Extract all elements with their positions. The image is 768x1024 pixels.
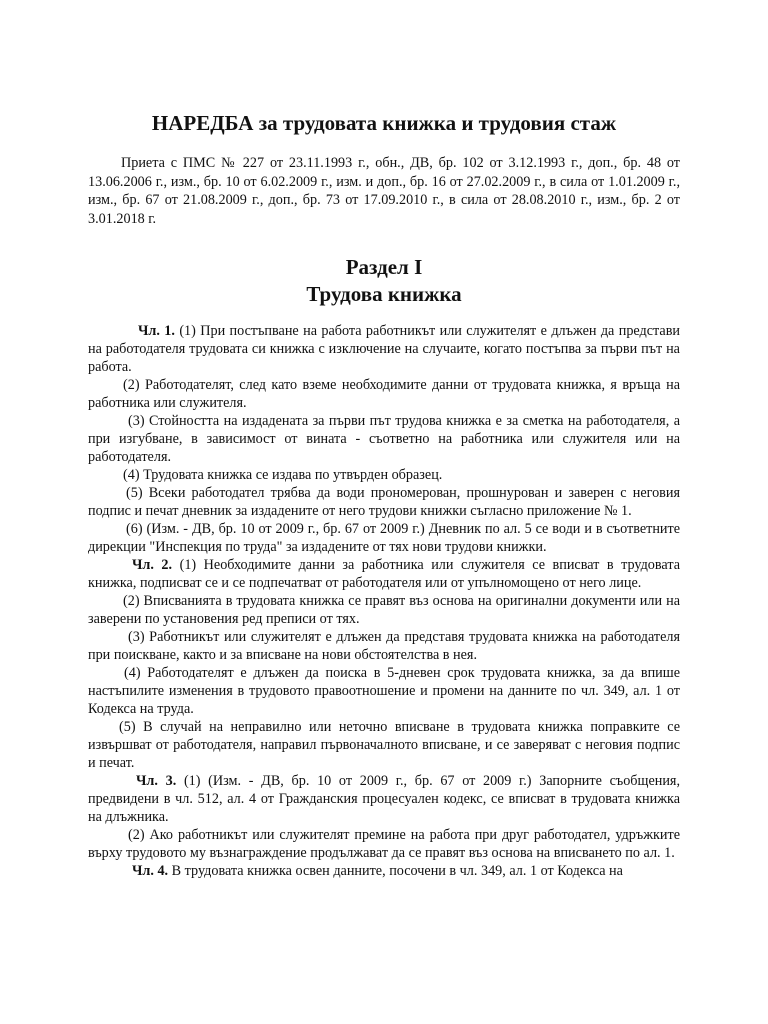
paragraph-text: (1) (Изм. - ДВ, бр. 10 от 2009 г., бр. 67 от 2009 г.) Запорните съобщения, предвидени в чл. 512, ал. 4 от Гражданския процесуален кодекс, се вписват в трудовата книжка на длъжника.: [88, 773, 680, 825]
paragraph: [88, 592, 680, 628]
paragraph-text: (2) Ако работникът или служителят премине на работа при друг работодател, удръжките върху трудовото му възнаграждение продължават да се правят въз основа на вписването по ал. 1.: [88, 827, 680, 861]
section-title: Трудова книжка: [306, 282, 462, 306]
paragraph: [88, 718, 680, 772]
document-title: НАРЕДБА за трудовата книжка и трудовия стаж: [151, 111, 617, 135]
paragraph-text: (1) При постъпване на работа работникът или служителят е длъжен да представи на работодателя трудовата си книжка с изключение на случаите, когато постъпва за първи път на работа.: [88, 323, 680, 375]
paragraph-text: (5) Всеки работодател трябва да води прономерован, прошнурован и заверен с неговия подпис и печат дневник за издадените от него трудови книжки съгласно приложение № 1.: [88, 485, 680, 519]
paragraph: [88, 376, 680, 412]
section-heading: [88, 254, 680, 308]
article-label: Чл. 1.: [138, 323, 175, 339]
section-number: Раздел I: [345, 255, 423, 279]
articles-body: [88, 322, 680, 880]
paragraph-text: (3) Работникът или служителят е длъжен да представя трудовата книжка на работодателя при поискване, както и за вписване на нови обстоятелства в нея.: [88, 629, 680, 663]
paragraph: [88, 322, 680, 376]
paragraph: [88, 826, 680, 862]
paragraph: [88, 862, 680, 880]
paragraph: [88, 520, 680, 556]
paragraph-text: (6) (Изм. - ДВ, бр. 10 от 2009 г., бр. 67 от 2009 г.) Дневник по ал. 5 се води и в съответните дирекции "Инспекция по труда" за издадените от тях нови трудови книжки.: [88, 521, 680, 555]
paragraph: [88, 556, 680, 592]
article-label: Чл. 3.: [136, 773, 177, 789]
paragraph-text: (3) Стойността на издадената за първи път трудова книжка е за сметка на работодателя, а при изгубване, в зависимост от вината - съответно на работника или служителя или на работодателя.: [88, 413, 680, 465]
paragraph: [88, 628, 680, 664]
paragraph: [88, 664, 680, 718]
paragraph-text: (4) Трудовата книжка се издава по утвърден образец.: [123, 467, 443, 483]
paragraph: [88, 484, 680, 520]
adoption-note: Приета с ПМС № 227 от 23.11.1993 г., обн., ДВ, бр. 102 от 3.12.1993 г., доп., бр. 48 от 13.06.2006 г., изм., бр. 10 от 6.02.2009 г., изм. и доп., бр. 16 от 27.02.2009 г., в сила от 1.01.2009 г., изм., бр. 67 от 21.08.2009 г., доп., бр. 73 от 17.09.2010 г., в сила от 28.08.2010 г., изм., бр. 2 от 3.01.2018 г.: [88, 155, 680, 227]
article-label: Чл. 4.: [132, 863, 169, 879]
paragraph-text: (2) Работодателят, след като вземе необходимите данни от трудовата книжка, я връща на работника или служителя.: [88, 377, 680, 411]
article-label: Чл. 2.: [132, 557, 173, 573]
paragraph: [88, 412, 680, 466]
paragraph-text: (4) Работодателят е длъжен да поиска в 5-дневен срок трудовата книжка, за да впише настъпилите изменения в трудовото правоотношение и промени на данните по чл. 349, ал. 1 от Кодекса на труда.: [88, 665, 680, 717]
paragraph-text: (1) Необходимите данни за работника или служителя се вписват в трудовата книжка, подписват се и се подпечатват от работодателя или от упълномощено от него лице.: [88, 557, 680, 591]
paragraph-text: В трудовата книжка освен данните, посочени в чл. 349, ал. 1 от Кодекса на: [171, 863, 623, 879]
paragraph: [88, 466, 680, 484]
paragraph-text: (2) Вписванията в трудовата книжка се правят въз основа на оригинални документи или на заверени по установения ред преписи от тях.: [88, 593, 680, 627]
paragraph: [88, 772, 680, 826]
paragraph-text: (5) В случай на неправилно или неточно вписване в трудовата книжка поправките се извършват от работодателя, направил първоначалното вписване, и се заверяват с неговия подпис и печат.: [88, 719, 680, 771]
